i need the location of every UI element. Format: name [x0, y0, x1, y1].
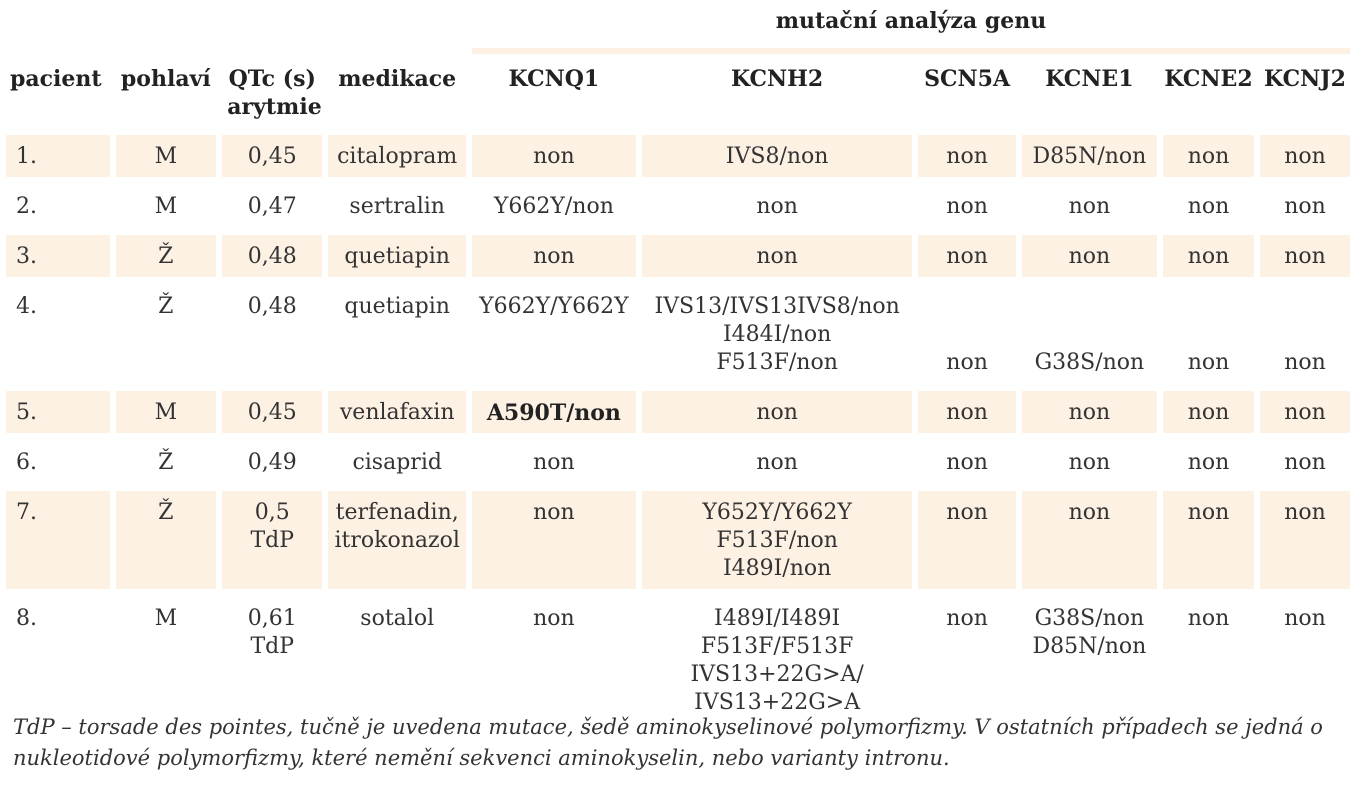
cell-kcnq1: Y662Y/Y662Y [479, 294, 629, 319]
cell-kcnj2: non [1260, 391, 1350, 433]
cell-qtc [222, 185, 322, 227]
cell-pacient: 4. [16, 294, 37, 319]
cell-scn5a: non [946, 606, 988, 631]
table-row [6, 391, 1350, 433]
cell-pohlavi: M [154, 606, 178, 631]
footnote: TdP – torsade des pointes, tučně je uvedena mutace, šedě aminokyselinové polymorfizmy. V ostatních případech se jedná o nukleotidové polymorfizmy, které nemění sekvenci aminokyselin, nebo varianty intronu. [13, 715, 1323, 770]
qtc-value: 0,61 [247, 606, 297, 631]
cell-kcnq1: non [533, 450, 575, 475]
cell-kcne1: D85N/non [1022, 135, 1157, 177]
table-row [6, 185, 1350, 227]
table-row [6, 441, 1350, 483]
mutation-table [0, 6, 1356, 723]
qtc-value: 0,48 [247, 294, 297, 319]
cell-scn5a: non [918, 235, 1015, 277]
cell-kcnh2: non [756, 194, 798, 219]
cell-medikace: sotalol [360, 606, 435, 631]
col-qtc [222, 54, 322, 135]
cell-pacient: 7. [6, 491, 110, 589]
cell-medikace: citalopram [328, 135, 465, 177]
row-gap [6, 589, 1350, 597]
cell-kcne2: non [1163, 135, 1254, 177]
cell-kcnq1: Y662Y/non [493, 194, 614, 219]
group-header: mutační analýza genu [472, 6, 1350, 54]
cell-pohlavi: M [154, 194, 178, 219]
col-kcnj2: KCNJ2 [1264, 66, 1346, 92]
qtc-value: 0,47 [247, 194, 297, 219]
cell-scn5a: non [918, 391, 1015, 433]
cell-pohlavi: M [116, 391, 216, 433]
cell-scn5a: non [918, 491, 1015, 589]
cell-qtc [222, 597, 322, 723]
table-body [6, 135, 1350, 723]
cell-qtc [222, 491, 322, 589]
cell-pohlavi: Ž [158, 294, 174, 319]
cell-kcne2: non [1187, 194, 1230, 219]
cell-medikace: venlafaxin [328, 391, 465, 433]
table-row [6, 285, 1350, 383]
cell-kcnq1: non [472, 235, 636, 277]
cell-kcnj2: non [1260, 491, 1350, 589]
cell-kcnh2: IVS13/IVS13IVS8/non I484I/non F513F/non [654, 294, 900, 375]
row-gap [6, 177, 1350, 185]
cell-medikace: terfenadin, itrokonazol [328, 491, 465, 589]
cell-kcnh2: non [642, 391, 913, 433]
cell-kcne1: non [1068, 194, 1111, 219]
qtc-value: 0,45 [247, 400, 297, 425]
col-kcnq1: KCNQ1 [508, 66, 600, 92]
cell-kcnj2: non [1284, 450, 1326, 475]
cell-kcne1: non [1068, 450, 1111, 475]
cell-kcne2: non [1163, 391, 1254, 433]
cell-kcnj2: non [1260, 135, 1350, 177]
cell-qtc [222, 285, 322, 383]
cell-scn5a: non [946, 350, 988, 375]
cell-kcne1: G38S/non [1034, 350, 1145, 375]
cell-qtc [222, 391, 322, 433]
table-row [6, 135, 1350, 177]
cell-qtc [222, 135, 322, 177]
cell-kcne1: non [1022, 491, 1157, 589]
row-gap [6, 227, 1350, 235]
col-medikace: medikace [338, 66, 457, 92]
cell-pohlavi: M [116, 135, 216, 177]
cell-kcnq1: A590T/non [472, 391, 636, 433]
qtc-value: 0,49 [247, 450, 297, 475]
qtc-value: 0,48 [247, 244, 297, 269]
cell-scn5a: non [946, 450, 988, 475]
table-row [6, 491, 1350, 589]
cell-kcnj2: non [1260, 235, 1350, 277]
col-kcne1: KCNE1 [1045, 66, 1134, 92]
row-gap [6, 277, 1350, 285]
cell-medikace: quetiapin [344, 294, 450, 319]
cell-pohlavi: Ž [158, 450, 174, 475]
cell-pacient: 3. [6, 235, 110, 277]
cell-kcnh2: I489I/I489I F513F/F513F IVS13+22G>A/ IVS13+22G>A [690, 606, 864, 715]
cell-pohlavi: Ž [116, 235, 216, 277]
cell-kcne1: non [1022, 391, 1157, 433]
cell-kcnh2: non [642, 235, 913, 277]
col-kcne2: KCNE2 [1164, 66, 1253, 92]
row-gap [6, 383, 1350, 391]
cell-pacient: 2. [16, 194, 37, 219]
row-gap [6, 483, 1350, 491]
cell-pacient: 1. [6, 135, 110, 177]
cell-kcne1: non [1022, 235, 1157, 277]
cell-kcnj2: non [1284, 350, 1326, 375]
table-row [6, 597, 1350, 723]
cell-medikace: cisaprid [352, 450, 442, 475]
arytmie-value: TdP [250, 528, 295, 553]
table-row [6, 235, 1350, 277]
cell-kcnh2: Y652Y/Y662Y F513F/non I489I/non [642, 491, 913, 589]
cell-pacient: 5. [6, 391, 110, 433]
cell-kcne2: non [1187, 350, 1230, 375]
qtc-value: 0,5 [254, 500, 290, 525]
col-scn5a: SCN5A [924, 66, 1011, 92]
cell-medikace: sertralin [349, 194, 445, 219]
cell-pohlavi: Ž [116, 491, 216, 589]
col-qtc-label: QTc (s) arytmie [227, 66, 322, 120]
cell-kcnh2: IVS8/non [642, 135, 913, 177]
cell-kcnq1: non [472, 491, 636, 589]
col-pacient: pacient [10, 66, 102, 92]
cell-kcnq1: non [472, 135, 636, 177]
col-pohlavi: pohlaví [120, 66, 211, 92]
row-gap [6, 433, 1350, 441]
cell-scn5a: non [946, 194, 988, 219]
arytmie-value: TdP [250, 634, 295, 659]
cell-pacient: 6. [16, 450, 37, 475]
cell-qtc [222, 235, 322, 277]
cell-kcne2: non [1187, 606, 1230, 631]
qtc-value: 0,45 [247, 144, 297, 169]
cell-qtc [222, 441, 322, 483]
cell-kcne2: non [1187, 450, 1230, 475]
cell-kcne2: non [1163, 491, 1254, 589]
cell-kcnj2: non [1284, 606, 1326, 631]
cell-medikace: quetiapin [328, 235, 465, 277]
cell-kcne2: non [1163, 235, 1254, 277]
cell-pacient: 8. [16, 606, 37, 631]
cell-kcnh2: non [756, 450, 798, 475]
cell-kcnj2: non [1284, 194, 1326, 219]
cell-kcnq1: non [533, 606, 575, 631]
col-kcnh2: KCNH2 [731, 66, 824, 92]
cell-scn5a: non [918, 135, 1015, 177]
cell-kcne1: G38S/non D85N/non [1032, 606, 1147, 659]
